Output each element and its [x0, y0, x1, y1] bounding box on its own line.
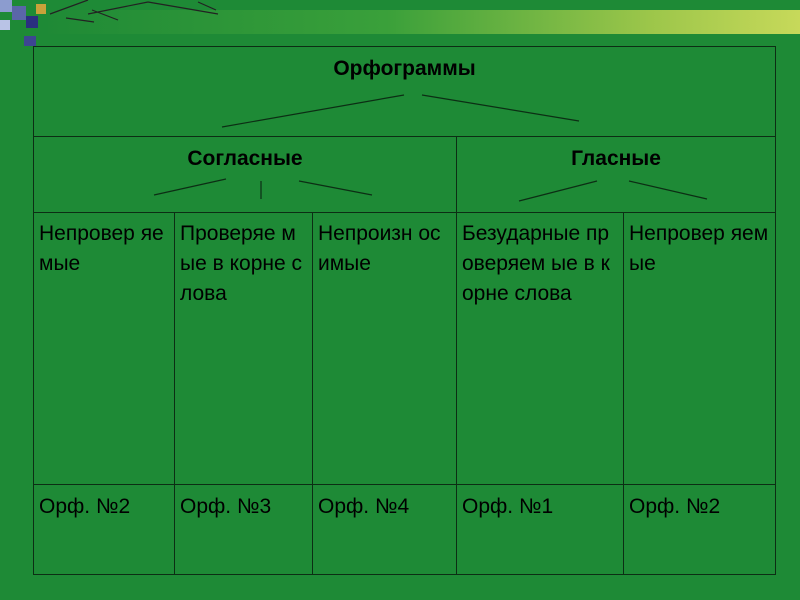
- category-cell: Проверяе мые в корне слова: [175, 213, 313, 485]
- page-title: Орфограммы: [333, 57, 476, 80]
- decor-square: [12, 6, 26, 20]
- orf-ref-cell: Орф. №2: [624, 485, 776, 575]
- orf-ref-cell: Орф. №2: [34, 485, 175, 575]
- category-cell: Непроизн осимые: [313, 213, 457, 485]
- orf-ref-cell: Орф. №3: [175, 485, 313, 575]
- category-cell: Непровер яемые: [624, 213, 776, 485]
- decor-square: [0, 20, 10, 30]
- consonants-cell: [34, 137, 457, 213]
- vowels-heading: Гласные: [571, 147, 661, 170]
- decor-square: [26, 16, 38, 28]
- decor-square: [0, 0, 12, 12]
- vowels-cell: [457, 137, 776, 213]
- decor-arrows-icon: [48, 0, 288, 34]
- decor-square: [36, 4, 46, 14]
- consonants-arrows-icon: [34, 137, 456, 213]
- consonants-heading: Согласные: [187, 147, 303, 170]
- spelling-table: [33, 46, 775, 574]
- decorative-header: [0, 0, 800, 34]
- orf-ref-cell: Орф. №4: [313, 485, 457, 575]
- title-cell: [34, 47, 776, 137]
- title-arrows-icon: [34, 47, 774, 137]
- vowels-arrows-icon: [457, 137, 775, 213]
- decor-square: [24, 36, 36, 46]
- category-cell: Непровер яемые: [34, 213, 175, 485]
- orf-ref-cell: Орф. №1: [457, 485, 624, 575]
- category-cell: Безударные проверяем ые в корне слова: [457, 213, 624, 485]
